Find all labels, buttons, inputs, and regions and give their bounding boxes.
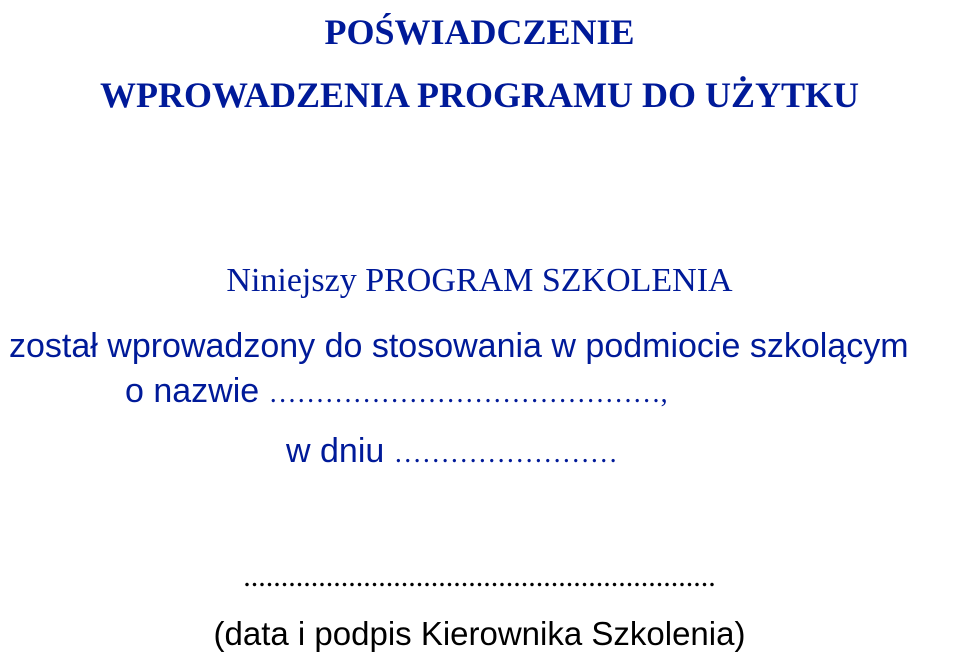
introduced-text: został wprowadzony do stosowania w podmiocie szkolącym [9,327,909,365]
name-label: o nazwie [125,372,260,410]
signature-caption-text: (data i podpis Kierownika Szkolenia) [213,615,746,652]
date-label: w dniu [286,432,385,470]
title-line-1: POŚWIADCZENIE [324,12,635,52]
introduced-line [9,329,909,363]
signature-caption [0,617,959,650]
document-title [0,14,959,50]
date-line [286,434,618,468]
name-suffix: , [660,378,668,409]
title-line-2: WPROWADZENIA PROGRAMU DO UŻYTKU [99,75,860,115]
name-placeholder-dots: …………………………………… [268,378,661,409]
name-line [125,374,668,408]
date-placeholder-dots: …………………… [393,438,618,469]
intro-line [0,264,959,298]
signature-line [0,562,959,592]
intro-text: Niniejszy PROGRAM SZKOLENIA [226,262,733,299]
signature-dots: ............................................................... [243,560,716,593]
document-subtitle [0,77,959,113]
